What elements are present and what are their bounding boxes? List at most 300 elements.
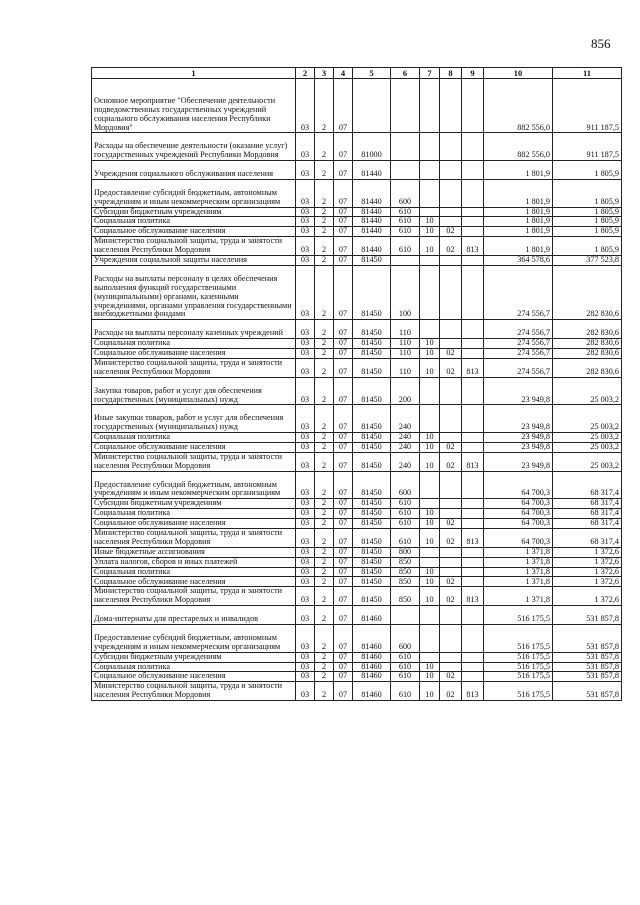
amount-cell-col10: 23 949,8: [484, 433, 553, 443]
cell-code-8: [440, 509, 462, 519]
cell-code-9: 813: [462, 358, 484, 377]
table-row: [92, 358, 622, 377]
cell-code-2: 03: [296, 471, 315, 499]
column-header: 1: [92, 68, 296, 79]
cell-code-2: 03: [296, 557, 315, 567]
column-header: 9: [462, 68, 484, 79]
row-name-cell: Социальное обслуживание населения: [92, 442, 296, 452]
cell-code-8: 02: [440, 227, 462, 237]
column-header: 8: [440, 68, 462, 79]
cell-code-2: 03: [296, 567, 315, 577]
cell-code-7: [420, 161, 440, 180]
cell-code-5: 81440: [353, 237, 391, 256]
cell-code-4: 07: [334, 265, 353, 319]
cell-code-9: [462, 547, 484, 557]
cell-code-7: 10: [420, 349, 440, 359]
cell-code-9: 813: [462, 237, 484, 256]
cell-code-4: 07: [334, 207, 353, 217]
table-row: [92, 452, 622, 471]
cell-code-6: 110: [391, 358, 420, 377]
cell-code-3: 2: [315, 339, 334, 349]
cell-code-6: [391, 161, 420, 180]
cell-code-5: 81450: [353, 471, 391, 499]
cell-code-3: 2: [315, 179, 334, 207]
row-name-cell: Социальное обслуживание населения: [92, 577, 296, 587]
cell-code-9: [462, 161, 484, 180]
cell-code-5: 81460: [353, 624, 391, 652]
cell-code-7: [420, 179, 440, 207]
cell-code-3: 2: [315, 452, 334, 471]
amount-cell-col10: 516 175,5: [484, 672, 553, 682]
amount-cell-col10: 64 700,3: [484, 499, 553, 509]
amount-cell-col10: 1 801,9: [484, 179, 553, 207]
row-name-cell: Основное мероприятие "Обеспечение деятельности подведомственных государственных учреждений социального обслуживания населения Республики Мордовия": [92, 79, 296, 133]
cell-code-4: 07: [334, 471, 353, 499]
cell-code-7: 10: [420, 339, 440, 349]
cell-code-7: 10: [420, 529, 440, 548]
cell-code-4: 07: [334, 405, 353, 433]
cell-code-2: 03: [296, 349, 315, 359]
row-name-cell: Субсидии бюджетным учреждениям: [92, 207, 296, 217]
table-row: [92, 207, 622, 217]
cell-code-9: [462, 567, 484, 577]
table-row: [92, 179, 622, 207]
cell-code-3: 2: [315, 682, 334, 701]
cell-code-3: 2: [315, 547, 334, 557]
amount-cell-col10: 882 556,0: [484, 79, 553, 133]
cell-code-6: [391, 133, 420, 161]
cell-code-6: 610: [391, 227, 420, 237]
cell-code-8: [440, 79, 462, 133]
cell-code-7: 10: [420, 217, 440, 227]
amount-cell-col11: 1 805,9: [553, 227, 622, 237]
amount-cell-col11: 1 805,9: [553, 179, 622, 207]
cell-code-9: [462, 133, 484, 161]
cell-code-3: 2: [315, 227, 334, 237]
cell-code-8: [440, 606, 462, 625]
cell-code-4: 07: [334, 606, 353, 625]
cell-code-5: 81450: [353, 442, 391, 452]
cell-code-3: 2: [315, 358, 334, 377]
cell-code-7: [420, 377, 440, 405]
amount-cell-col10: 23 949,8: [484, 452, 553, 471]
cell-code-3: 2: [315, 79, 334, 133]
cell-code-5: 81450: [353, 587, 391, 606]
row-name-cell: Министерство социальной защиты, труда и занятости населения Республики Мордовия: [92, 237, 296, 256]
cell-code-8: 02: [440, 349, 462, 359]
cell-code-6: 610: [391, 652, 420, 662]
amount-cell-col10: 1 801,9: [484, 207, 553, 217]
cell-code-6: 610: [391, 207, 420, 217]
cell-code-9: [462, 405, 484, 433]
row-name-cell: Министерство социальной защиты, труда и занятости населения Республики Мордовия: [92, 587, 296, 606]
cell-code-6: 610: [391, 237, 420, 256]
cell-code-4: 07: [334, 672, 353, 682]
cell-code-7: [420, 652, 440, 662]
cell-code-2: 03: [296, 256, 315, 266]
row-name-cell: Учреждения социального обслуживания населения: [92, 161, 296, 180]
cell-code-9: 813: [462, 452, 484, 471]
cell-code-4: 07: [334, 161, 353, 180]
cell-code-4: 07: [334, 320, 353, 339]
amount-cell-col11: 531 857,8: [553, 662, 622, 672]
cell-code-7: [420, 133, 440, 161]
cell-code-4: 07: [334, 227, 353, 237]
cell-code-9: [462, 207, 484, 217]
amount-cell-col10: 274 556,7: [484, 339, 553, 349]
cell-code-6: 240: [391, 442, 420, 452]
table-row: [92, 133, 622, 161]
amount-cell-col11: 282 830,6: [553, 358, 622, 377]
table-row: [92, 227, 622, 237]
row-name-cell: Расходы на обеспечение деятельности (оказание услуг) государственных учреждений Республики Мордовия: [92, 133, 296, 161]
cell-code-6: 240: [391, 433, 420, 443]
amount-cell-col11: 1 805,9: [553, 207, 622, 217]
row-name-cell: Министерство социальной защиты, труда и занятости населения Республики Мордовия: [92, 529, 296, 548]
table-row: [92, 320, 622, 339]
cell-code-8: [440, 499, 462, 509]
cell-code-8: [440, 471, 462, 499]
amount-cell-col11: 911 187,5: [553, 133, 622, 161]
cell-code-2: 03: [296, 529, 315, 548]
cell-code-8: 02: [440, 587, 462, 606]
cell-code-5: 81450: [353, 557, 391, 567]
cell-code-7: 10: [420, 442, 440, 452]
cell-code-5: 81460: [353, 652, 391, 662]
cell-code-4: 07: [334, 547, 353, 557]
cell-code-8: 02: [440, 519, 462, 529]
cell-code-8: 02: [440, 237, 462, 256]
cell-code-8: 02: [440, 682, 462, 701]
cell-code-5: 81450: [353, 499, 391, 509]
row-name-cell: Социальное обслуживание населения: [92, 672, 296, 682]
cell-code-3: 2: [315, 161, 334, 180]
cell-code-8: [440, 320, 462, 339]
cell-code-6: 850: [391, 557, 420, 567]
cell-code-9: [462, 217, 484, 227]
amount-cell-col11: 68 317,4: [553, 509, 622, 519]
table-row: [92, 471, 622, 499]
column-header: 5: [353, 68, 391, 79]
row-name-cell: Уплата налогов, сборов и иных платежей: [92, 557, 296, 567]
cell-code-6: 200: [391, 377, 420, 405]
cell-code-2: 03: [296, 207, 315, 217]
cell-code-7: 10: [420, 587, 440, 606]
cell-code-2: 03: [296, 624, 315, 652]
cell-code-7: 10: [420, 237, 440, 256]
cell-code-8: [440, 433, 462, 443]
table-row: [92, 79, 622, 133]
amount-cell-col11: 68 317,4: [553, 471, 622, 499]
cell-code-6: 610: [391, 682, 420, 701]
cell-code-9: [462, 672, 484, 682]
cell-code-4: 07: [334, 509, 353, 519]
cell-code-7: 10: [420, 433, 440, 443]
table-row: [92, 377, 622, 405]
cell-code-3: 2: [315, 320, 334, 339]
amount-cell-col10: 516 175,5: [484, 606, 553, 625]
amount-cell-col10: 1 801,9: [484, 217, 553, 227]
row-name-cell: Закупка товаров, работ и услуг для обеспечения государственных (муниципальных) нужд: [92, 377, 296, 405]
amount-cell-col10: 64 700,3: [484, 509, 553, 519]
amount-cell-col10: 1 801,9: [484, 237, 553, 256]
cell-code-4: 07: [334, 339, 353, 349]
cell-code-5: 81450: [353, 349, 391, 359]
table-row: [92, 547, 622, 557]
amount-cell-col11: 531 857,8: [553, 606, 622, 625]
cell-code-2: 03: [296, 237, 315, 256]
cell-code-3: 2: [315, 405, 334, 433]
cell-code-4: 07: [334, 217, 353, 227]
cell-code-6: 610: [391, 662, 420, 672]
cell-code-2: 03: [296, 442, 315, 452]
cell-code-9: [462, 256, 484, 266]
cell-code-2: 03: [296, 320, 315, 339]
cell-code-3: 2: [315, 509, 334, 519]
cell-code-9: [462, 227, 484, 237]
cell-code-5: 81450: [353, 577, 391, 587]
cell-code-8: [440, 377, 462, 405]
cell-code-7: 10: [420, 358, 440, 377]
cell-code-6: [391, 606, 420, 625]
row-name-cell: Предоставление субсидий бюджетным, автономным учреждениям и иным некоммерческим организациям: [92, 471, 296, 499]
table-row: [92, 161, 622, 180]
cell-code-3: 2: [315, 377, 334, 405]
cell-code-3: 2: [315, 652, 334, 662]
row-name-cell: Социальная политика: [92, 509, 296, 519]
cell-code-5: 81000: [353, 133, 391, 161]
cell-code-5: 81460: [353, 672, 391, 682]
cell-code-3: 2: [315, 624, 334, 652]
cell-code-8: 02: [440, 529, 462, 548]
table-row: [92, 652, 622, 662]
cell-code-6: 110: [391, 349, 420, 359]
amount-cell-col11: 282 830,6: [553, 339, 622, 349]
cell-code-9: [462, 265, 484, 319]
cell-code-7: [420, 79, 440, 133]
amount-cell-col10: 516 175,5: [484, 682, 553, 701]
cell-code-9: [462, 652, 484, 662]
cell-code-3: 2: [315, 217, 334, 227]
cell-code-3: 2: [315, 567, 334, 577]
cell-code-5: 81460: [353, 682, 391, 701]
cell-code-8: [440, 624, 462, 652]
cell-code-9: [462, 320, 484, 339]
amount-cell-col11: 25 003,2: [553, 442, 622, 452]
row-name-cell: Предоставление субсидий бюджетным, автономным учреждениям и иным некоммерческим организациям: [92, 624, 296, 652]
amount-cell-col10: 1 801,9: [484, 161, 553, 180]
column-header: 11: [553, 68, 622, 79]
cell-code-5: 81440: [353, 227, 391, 237]
column-header: 4: [334, 68, 353, 79]
cell-code-8: [440, 265, 462, 319]
cell-code-3: 2: [315, 606, 334, 625]
table-row: [92, 499, 622, 509]
cell-code-8: [440, 217, 462, 227]
amount-cell-col11: 282 830,6: [553, 349, 622, 359]
table-row: [92, 624, 622, 652]
cell-code-7: 10: [420, 662, 440, 672]
cell-code-5: 81450: [353, 339, 391, 349]
cell-code-6: 110: [391, 339, 420, 349]
cell-code-8: 02: [440, 442, 462, 452]
cell-code-4: 07: [334, 433, 353, 443]
cell-code-2: 03: [296, 217, 315, 227]
cell-code-8: [440, 161, 462, 180]
cell-code-2: 03: [296, 227, 315, 237]
amount-cell-col11: 1 372,6: [553, 577, 622, 587]
cell-code-3: 2: [315, 662, 334, 672]
cell-code-7: 10: [420, 519, 440, 529]
amount-cell-col11: 1 372,6: [553, 557, 622, 567]
cell-code-5: 81450: [353, 519, 391, 529]
cell-code-6: 850: [391, 577, 420, 587]
row-name-cell: Социальная политика: [92, 217, 296, 227]
cell-code-2: 03: [296, 652, 315, 662]
cell-code-3: 2: [315, 587, 334, 606]
cell-code-5: 81460: [353, 662, 391, 672]
cell-code-8: [440, 339, 462, 349]
cell-code-9: [462, 339, 484, 349]
cell-code-2: 03: [296, 606, 315, 625]
cell-code-5: 81450: [353, 529, 391, 548]
cell-code-5: 81440: [353, 217, 391, 227]
cell-code-3: 2: [315, 237, 334, 256]
cell-code-5: 81450: [353, 452, 391, 471]
column-header: 10: [484, 68, 553, 79]
cell-code-6: 610: [391, 529, 420, 548]
table-row: [92, 433, 622, 443]
table-row: [92, 519, 622, 529]
table-row: [92, 256, 622, 266]
cell-code-6: 240: [391, 405, 420, 433]
amount-cell-col11: 25 003,2: [553, 433, 622, 443]
cell-code-4: 07: [334, 499, 353, 509]
cell-code-8: [440, 133, 462, 161]
cell-code-7: 10: [420, 672, 440, 682]
row-name-cell: Социальное обслуживание населения: [92, 227, 296, 237]
amount-cell-col10: 1 371,8: [484, 567, 553, 577]
cell-code-2: 03: [296, 499, 315, 509]
row-name-cell: Социальное обслуживание населения: [92, 519, 296, 529]
cell-code-6: 610: [391, 499, 420, 509]
cell-code-3: 2: [315, 672, 334, 682]
cell-code-2: 03: [296, 405, 315, 433]
cell-code-4: 07: [334, 557, 353, 567]
row-name-cell: Учреждения социальной защиты населения: [92, 256, 296, 266]
cell-code-4: 07: [334, 652, 353, 662]
cell-code-9: 813: [462, 587, 484, 606]
cell-code-4: 07: [334, 256, 353, 266]
amount-cell-col11: 282 830,6: [553, 320, 622, 339]
cell-code-9: [462, 624, 484, 652]
cell-code-2: 03: [296, 377, 315, 405]
cell-code-4: 07: [334, 519, 353, 529]
table-row: [92, 509, 622, 519]
row-name-cell: Социальная политика: [92, 567, 296, 577]
cell-code-2: 03: [296, 662, 315, 672]
amount-cell-col10: 1 371,8: [484, 587, 553, 606]
cell-code-4: 07: [334, 624, 353, 652]
amount-cell-col11: 25 003,2: [553, 377, 622, 405]
column-header: 6: [391, 68, 420, 79]
cell-code-2: 03: [296, 587, 315, 606]
cell-code-2: 03: [296, 133, 315, 161]
amount-cell-col11: 1 372,6: [553, 587, 622, 606]
cell-code-9: [462, 662, 484, 672]
cell-code-8: [440, 405, 462, 433]
row-name-cell: Дома-интернаты для престарелых и инвалидов: [92, 606, 296, 625]
cell-code-4: 07: [334, 349, 353, 359]
table-row: [92, 606, 622, 625]
row-name-cell: Иные закупки товаров, работ и услуг для обеспечения государственных (муниципальных) нужд: [92, 405, 296, 433]
cell-code-3: 2: [315, 519, 334, 529]
cell-code-7: [420, 320, 440, 339]
amount-cell-col11: 1 372,6: [553, 567, 622, 577]
cell-code-6: 610: [391, 217, 420, 227]
cell-code-8: [440, 652, 462, 662]
cell-code-6: [391, 256, 420, 266]
cell-code-4: 07: [334, 237, 353, 256]
table-row: [92, 529, 622, 548]
cell-code-7: [420, 256, 440, 266]
cell-code-9: [462, 471, 484, 499]
cell-code-8: 02: [440, 358, 462, 377]
table-header-row: [92, 68, 622, 79]
row-name-cell: Социальное обслуживание населения: [92, 349, 296, 359]
amount-cell-col11: 25 003,2: [553, 405, 622, 433]
cell-code-5: 81450: [353, 433, 391, 443]
amount-cell-col10: 516 175,5: [484, 662, 553, 672]
amount-cell-col11: 1 805,9: [553, 161, 622, 180]
cell-code-7: 10: [420, 509, 440, 519]
cell-code-2: 03: [296, 682, 315, 701]
cell-code-4: 07: [334, 567, 353, 577]
table-row: [92, 577, 622, 587]
cell-code-6: 600: [391, 179, 420, 207]
cell-code-7: [420, 624, 440, 652]
cell-code-5: 81450: [353, 377, 391, 405]
cell-code-6: 610: [391, 509, 420, 519]
cell-code-2: 03: [296, 179, 315, 207]
cell-code-6: 610: [391, 519, 420, 529]
amount-cell-col10: 64 700,3: [484, 529, 553, 548]
cell-code-6: 800: [391, 547, 420, 557]
amount-cell-col11: 68 317,4: [553, 519, 622, 529]
cell-code-4: 07: [334, 179, 353, 207]
cell-code-2: 03: [296, 547, 315, 557]
cell-code-8: [440, 179, 462, 207]
amount-cell-col10: 64 700,3: [484, 471, 553, 499]
cell-code-6: 600: [391, 471, 420, 499]
cell-code-7: [420, 606, 440, 625]
cell-code-6: [391, 79, 420, 133]
cell-code-3: 2: [315, 256, 334, 266]
amount-cell-col10: 1 801,9: [484, 227, 553, 237]
amount-cell-col10: 1 371,8: [484, 577, 553, 587]
cell-code-2: 03: [296, 265, 315, 319]
amount-cell-col11: 531 857,8: [553, 682, 622, 701]
amount-cell-col10: 274 556,7: [484, 265, 553, 319]
table-row: [92, 442, 622, 452]
cell-code-2: 03: [296, 433, 315, 443]
cell-code-5: 81450: [353, 265, 391, 319]
cell-code-7: 10: [420, 577, 440, 587]
table-row: [92, 587, 622, 606]
amount-cell-col11: 377 523,8: [553, 256, 622, 266]
row-name-cell: Субсидии бюджетным учреждениям: [92, 499, 296, 509]
amount-cell-col10: 274 556,7: [484, 320, 553, 339]
